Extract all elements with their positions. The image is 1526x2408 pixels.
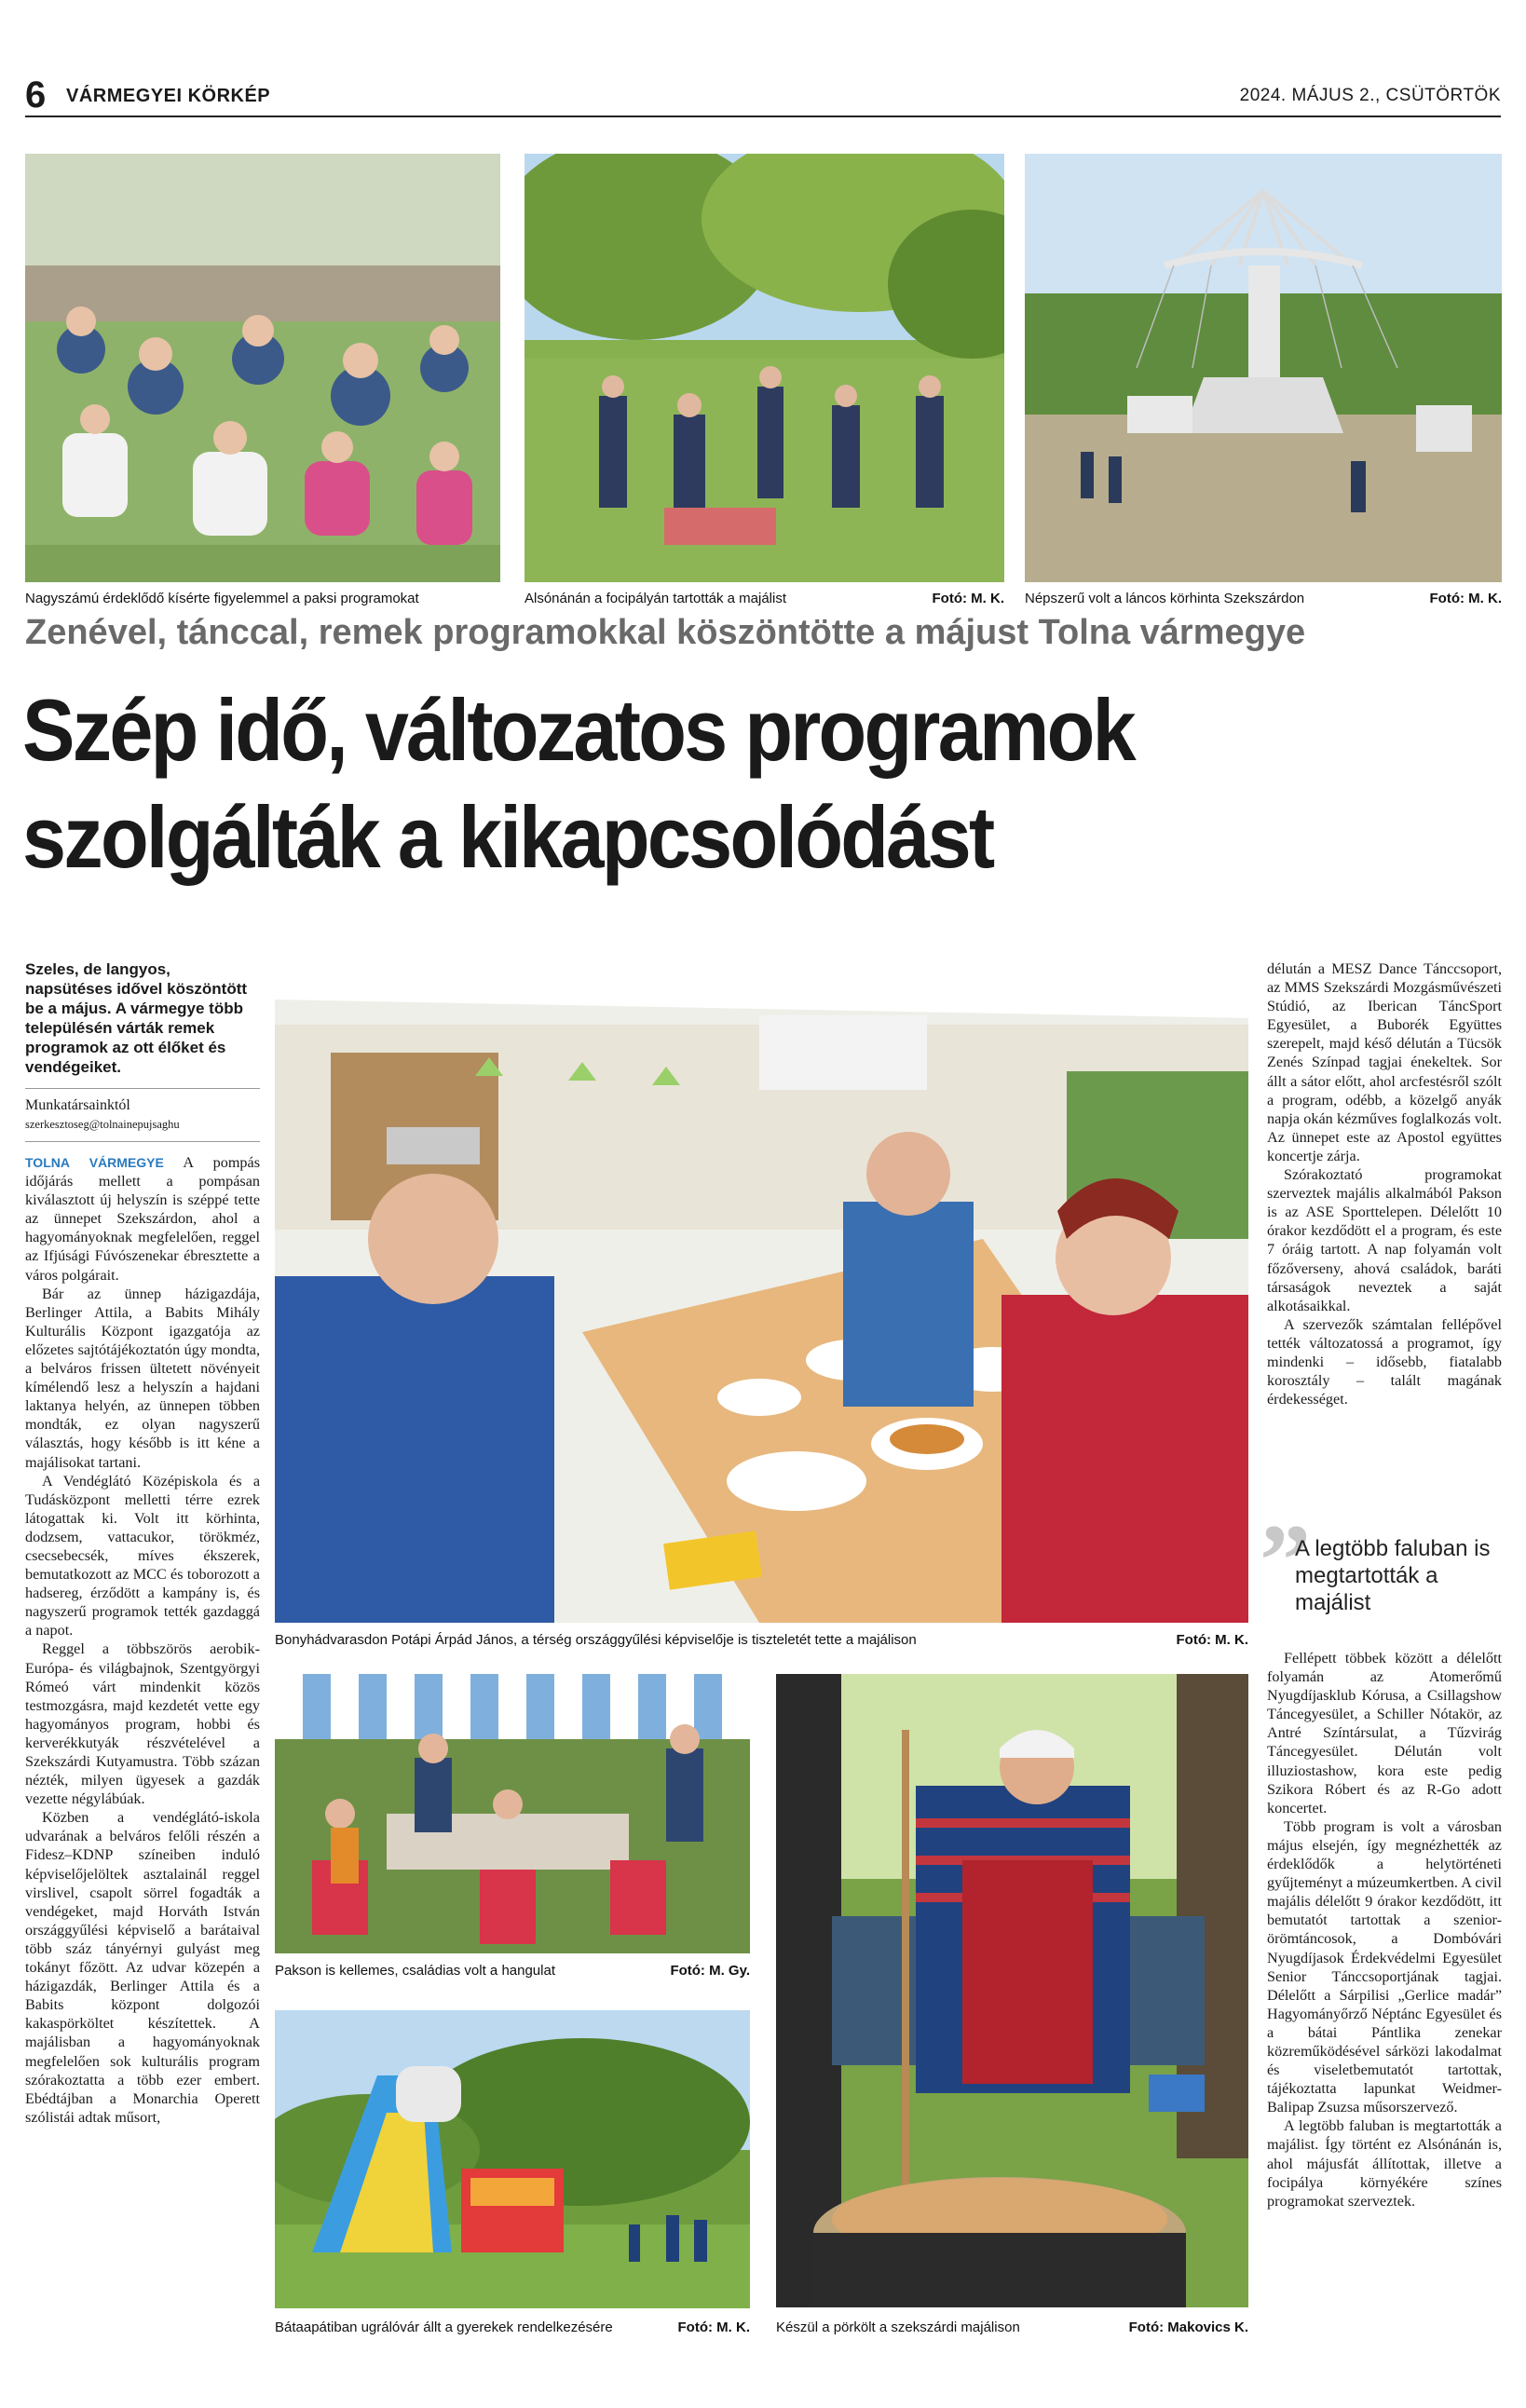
paragraph: A szervezők számtalan fellépővel tették változatossá a programot, így mindenki – idősebb, fiatalabb korosztály – talált magának érdekességet. bbox=[1267, 1315, 1502, 1408]
photo-credit: Fotó: M. K. bbox=[932, 591, 1004, 606]
caption-text: Alsónánán a focipályán tartották a majálist bbox=[525, 591, 786, 606]
photo-credit: Fotó: M. K. bbox=[1429, 591, 1502, 606]
photo-paks-tent bbox=[275, 1674, 750, 1953]
caption-text: Készül a pörkölt a szekszárdi majálison bbox=[776, 2320, 1020, 2335]
paragraph: Közben a vendéglátó-iskola udvarának a belváros felőli részén a Fidesz–KDNP színeiben induló képviselőjelöltek asztalainál reggel virslivel, csapolt sörrel fogadták a vendégeket, majd Horváth István országgyűlési képviselő a barátaival több száz tányérnyi gulyást meg tokányt főzött. Az udvar közepén a házigazdák, Berlinger Attila és a Babits központ dolgozói kakaspörköltet készítettek. A majálisban a hagyományoknak megfelelően sok kulturális program szórakoztatta a több ezer embert. Ebédtájban a Monarchia Operett szólistái adtak műsort, bbox=[25, 1809, 260, 2126]
quote-text: A legtöbb faluban is megtartották a majálist bbox=[1295, 1536, 1491, 1615]
section-title: VÁRMEGYEI KÖRKÉP bbox=[66, 86, 271, 106]
article-column-3-upper bbox=[1267, 959, 1502, 1518]
caption-paks bbox=[275, 1963, 750, 1981]
paragraph: Több program is volt a városban május elsején, így megnézhették az érdeklődők a helytörténeti gyűjteményt a múzeumkertben. A civil majális délelőtt 9 órakor kezdődött, itt bemutatót tartottak a szenior-örömtáncosok, a Dombóvári Nyugdíjasok Érdekvédelmi Egyesület Senior Tánccsoportjának tagjai. Délelőtt a Sárpilisi „Gerlice madár” Hagyományőrző Néptánc Egyesület és a bátai Pántlika zenekar közreműködésével sárközi lakodalmat és viseletbemutatót tartottak, tájékoztatta lapunkat Weidmer-Balipap Zsuzsa műsorszervező. bbox=[1267, 1817, 1502, 2116]
page-number: 6 bbox=[25, 75, 47, 116]
photo-bataapati-bouncy-castle bbox=[275, 2010, 750, 2308]
paragraph: Reggel a többszörös aerobik-Európa- és világbajnok, Szentgyörgyi Rómeó várt mindenkit közös testmozgásra, majd kezdetét vette egy hagyományos program, hobbi és kerverékkutyák részvételével a Szekszárdi Kutyamustra. Több százan nézték, milyen ügyesek a gazdák vezette négylábúak. bbox=[25, 1640, 260, 1808]
caption-text: Nagyszámú érdeklődő kísérte figyelemmel a paksi programokat bbox=[25, 591, 419, 606]
caption-porkolt bbox=[776, 2320, 1248, 2338]
paragraph: délután a MESZ Dance Tánccsoport, az MMS Szekszárdi Mozgásművészeti Stúdió, az Iberican TáncSport Egyesület, a Buborék Együttes szerepelt, majd késő délután a Tücsök Zenés Színpad tagjai énekeltek. Sor állt a sátor előtt, ahol arcfestésről szólt a program, odébb, a közelgő anyák napja okán kézműves foglalkozás volt. Az ünnepet este az Apostol együttes koncertje zárja. bbox=[1267, 960, 1502, 1164]
photo-paks-crowd bbox=[25, 154, 500, 582]
article-kicker: Zenével, tánccal, remek programokkal köszöntötte a májust Tolna vármegye bbox=[25, 613, 1306, 652]
article-lead: Szeles, de langyos, napsütéses idővel köszöntött be a május. A vármegye több településén várták remek programok az ott élőket és vendégeiket. bbox=[25, 960, 248, 1076]
caption-text: Népszerű volt a láncos körhinta Szekszárdon bbox=[1025, 591, 1305, 606]
photo-credit: Fotó: Makovics K. bbox=[1128, 2320, 1248, 2335]
article-column-1 bbox=[25, 1153, 260, 2374]
byline: Munkatársainktól bbox=[25, 1097, 130, 1113]
page-header bbox=[25, 75, 1501, 117]
quote-mark-icon: ” bbox=[1260, 1503, 1311, 1617]
paragraph: TOLNA VÁRMEGYE A pompás időjárás mellett a pompásan kiválasztott új helyszín is széppé tette az ünnepet Szekszárdon, ahol a hagyományoknak megfelelően, reggel az Ifjúsági Fúvószenekar ébresztette a város polgárait. bbox=[25, 1154, 260, 1284]
caption-top1 bbox=[25, 591, 500, 609]
caption-text: Bátaapátiban ugrálóvár állt a gyerekek rendelkezésére bbox=[275, 2320, 613, 2335]
paragraph: Fellépett többek között a délelőtt folyamán az Atomerőmű Nyugdíjasklub Kórusa, a Csillagshow Táncegyesület, a Schiller Nótakör, az Antré Színtársulat, a Tűzvirág Táncegyesület. Délután volt illuziostashow, kora este pedig Szikora Róbert és az R-Go adott koncertet. bbox=[1267, 1650, 1502, 1816]
article-column-3-lower bbox=[1267, 1649, 1502, 2375]
byline-email: szerkesztoseg@tolnainepujsaghu bbox=[25, 1118, 180, 1131]
dateline: TOLNA VÁRMEGYE bbox=[25, 1155, 164, 1170]
caption-text: Bonyhádvarasdon Potápi Árpád János, a térség országgyűlési képviselője is tiszteletét tette a majálison bbox=[275, 1632, 917, 1648]
pull-quote bbox=[1260, 1503, 1502, 1639]
caption-bata bbox=[275, 2320, 750, 2338]
article-headline bbox=[22, 676, 1356, 891]
headline-line-1: Szép idő, változatos programok bbox=[22, 681, 1134, 779]
photo-szekszard-carousel bbox=[1025, 154, 1502, 582]
photo-credit: Fotó: M. Gy. bbox=[670, 1963, 750, 1979]
divider bbox=[25, 1088, 260, 1089]
photo-bonyhadvarasd-table bbox=[275, 959, 1248, 1623]
caption-top2 bbox=[525, 591, 1004, 609]
caption-main bbox=[275, 1632, 1248, 1651]
headline-line-2: szolgálták a kikapcsolódást bbox=[22, 788, 993, 886]
paragraph: A legtöbb faluban is megtartották a majálist. Így történt ez Alsónánán is, ahol májusfát állítottak, illetve a focipálya környékére színes programokat szerveztek. bbox=[1267, 2117, 1502, 2210]
caption-top3 bbox=[1025, 591, 1502, 609]
photo-credit: Fotó: M. K. bbox=[1176, 1632, 1248, 1648]
paragraph: Bár az ünnep házigazdája, Berlinger Attila, a Babits Mihály Kulturális Központ igazgatója az előzetes sajtótájékoztatón úgy mondta, a belváros frissen ültetett növényeit kímélendő lesz a helyszín a hajdani laktanya helyén, az ünnepen többen mondták, ez olyan nagyszerű választás, hogy később is itt kéne a majálisokat tartani. bbox=[25, 1285, 260, 1471]
issue-date: 2024. MÁJUS 2., CSÜTÖRTÖK bbox=[1239, 86, 1501, 105]
paragraph: A Vendéglátó Középiskola és a Tudásközpont melletti térre ezrek látogattak ki. Volt itt körhinta, dodzsem, vattacukor, törökméz, csecsebecsék, míves ékszerek, bemutatkozott az MCC és toborozott a hadsereg, érződött a kampány is, és nagyszerű programok tették gazdaggá a napot. bbox=[25, 1472, 260, 1639]
photo-alsonana-field bbox=[525, 154, 1004, 582]
photo-porkolt-cooking bbox=[776, 1674, 1248, 2307]
caption-text: Pakson is kellemes, családias volt a hangulat bbox=[275, 1963, 555, 1979]
photo-credit: Fotó: M. K. bbox=[677, 2320, 750, 2335]
paragraph: Szórakoztató programokat szerveztek majális alkalmából Pakson is az ASE Sporttelepen. Délelőtt 10 órakor kezdődött el a program, és este 7 óráig tartott. A nap folyamán volt főzőverseny, ahová családok, baráti társaságok neveztek a saját alkotásaikkal. bbox=[1267, 1166, 1502, 1314]
divider bbox=[25, 1141, 260, 1142]
